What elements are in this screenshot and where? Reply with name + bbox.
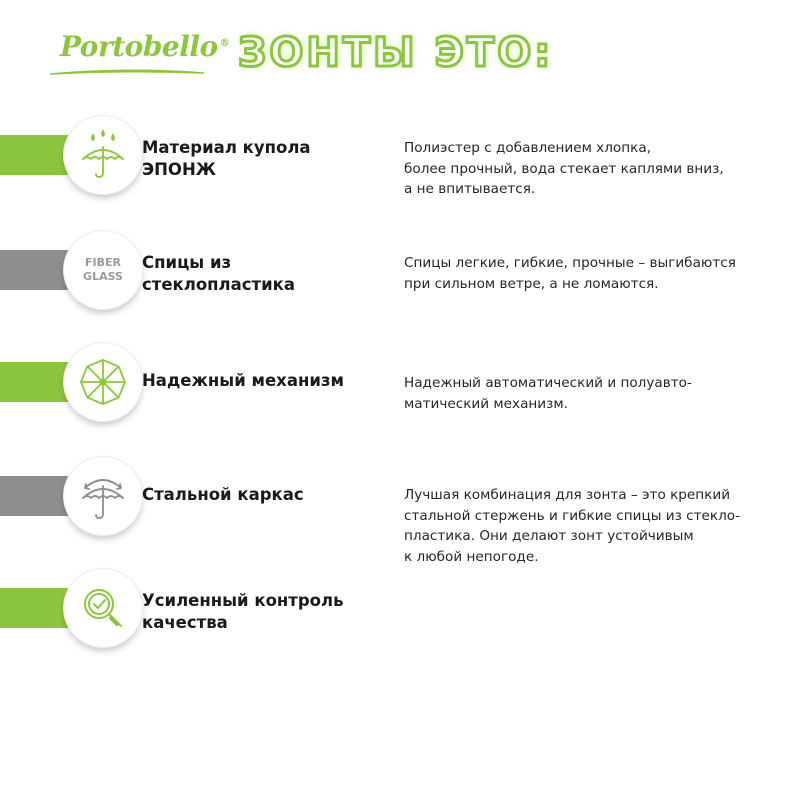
feature-title: Спицы из стеклопластика	[142, 253, 296, 294]
feature-quality-control	[0, 569, 800, 649]
feature-title: Усиленный контроль качества	[142, 591, 344, 632]
feature-badge	[64, 569, 142, 647]
umbrella-steel-frame-icon	[75, 468, 131, 524]
header	[0, 0, 800, 110]
fiberglass-icon: FIBER GLASS	[83, 256, 123, 283]
magnifier-check-icon	[75, 580, 131, 636]
brand-logo: Portobello ®	[60, 30, 230, 63]
feature-mechanism	[0, 343, 800, 423]
feature-title: Стальной каркас	[142, 485, 304, 504]
feature-canopy-material	[0, 116, 800, 196]
umbrella-top-view-icon	[75, 354, 131, 410]
feature-description: Полиэстер с добавлением хлопка, более прочный, вода стекает каплями вниз, а не впитывается.	[404, 140, 724, 197]
logo-swoosh	[48, 68, 206, 76]
feature-description: Спицы легкие, гибкие, прочные – выгибаются при сильном ветре, а не ломаются.	[404, 255, 736, 292]
feature-description: Лучшая комбинация для зонта – это крепкий стальной стержень и гибкие спицы из стекло- пластика. Они делают зонт устойчивым к любой непогоде.	[404, 487, 741, 565]
feature-badge	[64, 343, 142, 421]
feature-badge	[64, 457, 142, 535]
umbrella-rain-icon	[75, 127, 131, 183]
feature-steel-frame	[0, 457, 800, 565]
feature-title: Материал купола ЭПОНЖ	[142, 138, 311, 179]
feature-badge	[64, 231, 142, 309]
feature-description: Надежный автоматический и полуавто- матический механизм.	[404, 375, 692, 412]
page-title: ЗОНТЫ ЭТО:	[238, 30, 554, 76]
feature-badge	[64, 116, 142, 194]
feature-title: Надежный механизм	[142, 371, 344, 390]
feature-fiberglass-ribs	[0, 231, 800, 311]
